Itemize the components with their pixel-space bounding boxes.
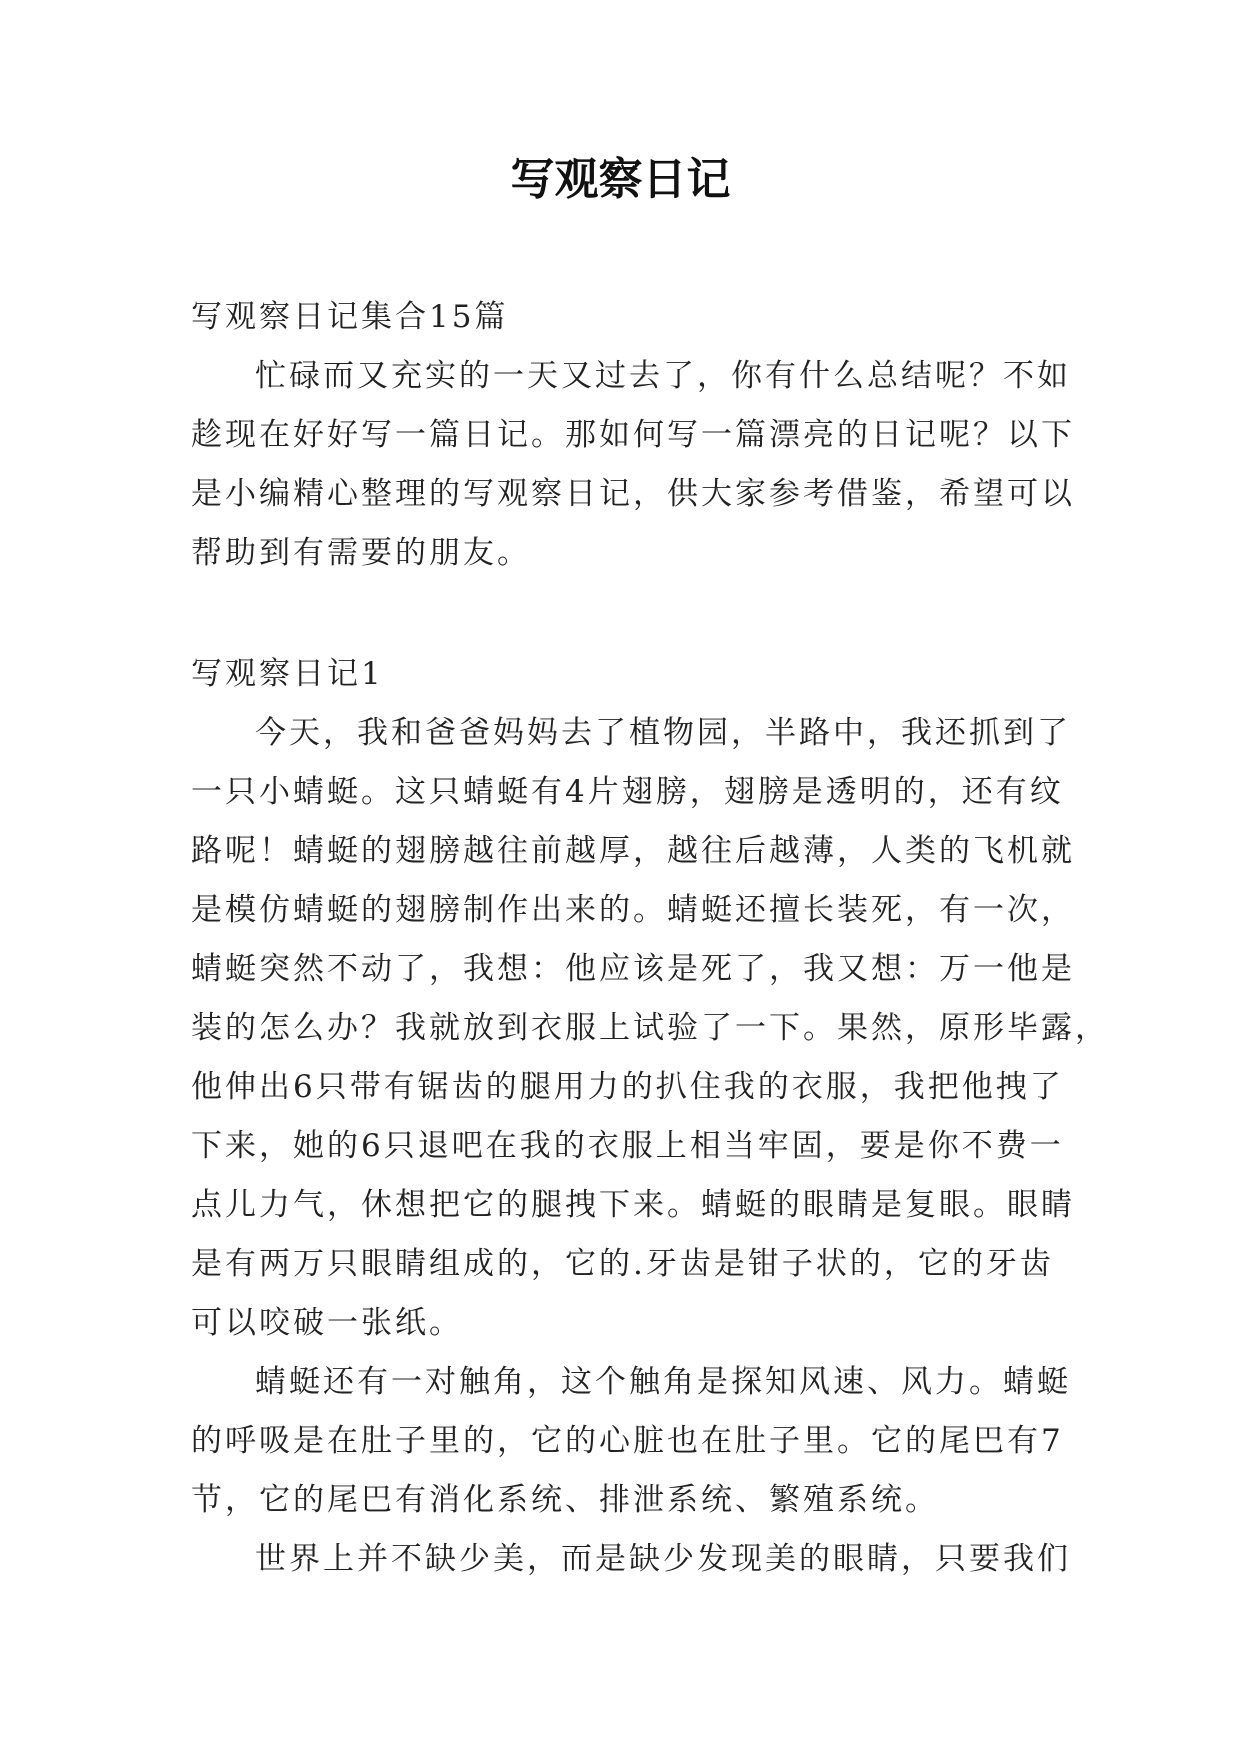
- paragraph-line: 趁现在好好写一篇日记。那如何写一篇漂亮的日记呢？以下: [191, 417, 1075, 453]
- paragraph-1: [191, 704, 1109, 1353]
- document-body: [191, 288, 1109, 1589]
- paragraph-line: 是模仿蜻蜓的翅膀制作出来的。蜻蜓还擅长装死，有一次，: [191, 892, 1075, 928]
- paragraph-line: 是小编精心整理的写观察日记，供大家参考借鉴，希望可以: [191, 476, 1075, 512]
- paragraph-line: 装的怎么办？我就放到衣服上试验了一下。果然，原形毕露，: [191, 1010, 1109, 1046]
- paragraph-line: 一只小蜻蜓。这只蜻蜓有4片翅膀，翅膀是透明的，还有纹: [191, 774, 1064, 810]
- paragraph-line: 今天，我和爸爸妈妈去了植物园，半路中，我还抓到了: [255, 715, 1071, 751]
- paragraph-line: 他伸出6只带有锯齿的腿用力的扒住我的衣服，我把他拽了: [191, 1069, 1064, 1105]
- paragraph-line: 忙碌而又充实的一天又过去了，你有什么总结呢？不如: [255, 358, 1071, 394]
- intro-paragraph: [191, 347, 1075, 583]
- document-title: 写观察日记: [510, 154, 731, 205]
- paragraph-line: 世界上并不缺少美，而是缺少发现美的眼睛，只要我们: [255, 1541, 1071, 1577]
- paragraph-2: [191, 1353, 1071, 1530]
- section-heading: 写观察日记1: [191, 656, 384, 692]
- paragraph-line: 路呢！蜻蜓的翅膀越往前越厚，越往后越薄，人类的飞机就: [191, 833, 1075, 869]
- paragraph-line: 的呼吸是在肚子里的，它的心脏也在肚子里。它的尾巴有7: [191, 1423, 1064, 1459]
- paragraph-line: 蜻蜓还有一对触角，这个触角是探知风速、风力。蜻蜓: [255, 1364, 1071, 1400]
- paragraph-line: 是有两万只眼睛组成的，它的.牙齿是钳子状的，它的牙齿: [191, 1246, 1054, 1282]
- paragraph-line: 蜻蜓突然不动了，我想：他应该是死了，我又想：万一他是: [191, 951, 1075, 987]
- paragraph-line: 帮助到有需要的朋友。: [191, 535, 531, 571]
- paragraph-line: 节，它的尾巴有消化系统、排泄系统、繁殖系统。: [191, 1482, 939, 1518]
- document-subtitle: 写观察日记集合15篇: [191, 299, 509, 335]
- paragraph-line: 下来，她的6只退吧在我的衣服上相当牢固，要是你不费一: [191, 1128, 1064, 1164]
- paragraph-3: [191, 1530, 1071, 1589]
- paragraph-line: 点儿力气，休想把它的腿拽下来。蜻蜓的眼睛是复眼。眼睛: [191, 1187, 1075, 1223]
- paragraph-line: 可以咬破一张纸。: [191, 1305, 463, 1341]
- section-spacer: [191, 583, 1061, 645]
